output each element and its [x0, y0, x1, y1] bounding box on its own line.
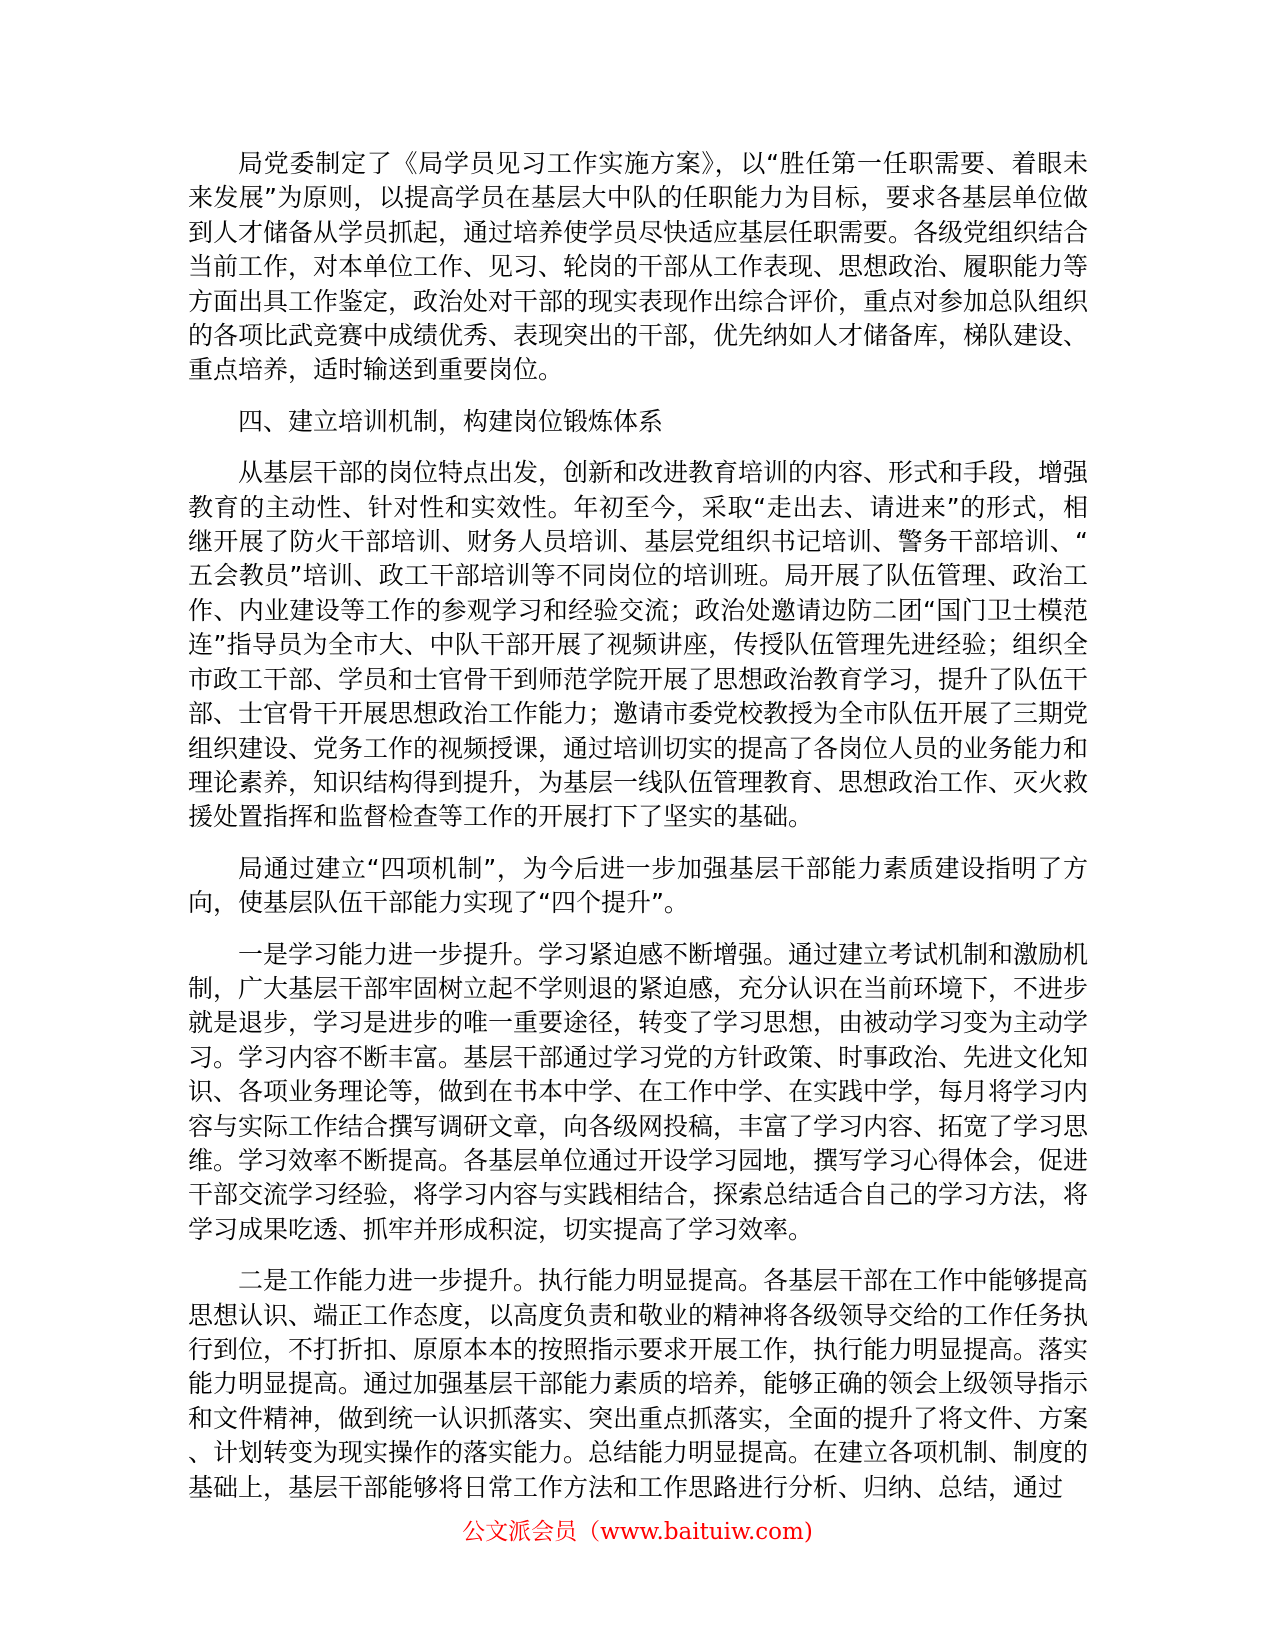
footer-url: www.baituiw.com) — [600, 1519, 813, 1545]
footer-watermark — [0, 1517, 1275, 1547]
footer-brand: 公文派会员（ — [462, 1519, 601, 1545]
paragraph-learning-ability: 一是学习能力进一步提升。学习紧迫感不断增强。通过建立考试机制和激励机制，广大基层干部牢固树立起不学则退的紧迫感，充分认识在当前环境下，不进步就是退步，学习是进步的唯一重要途径，转变了学习思想，由被动学习变为主动学习。学习内容不断丰富。基层干部通过学习党的方针政策、时事政治、先进文化知识、各项业务理论等，做到在书本中学、在工作中学、在实践中学，每月将学习内容与实际工作结合撰写调研文章，向各级网投稿，丰富了学习内容、拓宽了学习思维。学习效率不断提高。各基层单位通过开设学习园地，撰写学习心得体会，促进干部交流学习经验，将学习内容与实践相结合，探索总结适合自己的学习方法，将学习成果吃透、抓牢并形成积淀，切实提高了学习效率。 — [188, 939, 1089, 1244]
section-heading-training-mechanism: 四、建立培训机制，构建岗位锻炼体系 — [238, 406, 664, 436]
paragraph-training-details: 从基层干部的岗位特点出发，创新和改进教育培训的内容、形式和手段，增强教育的主动性、针对性和实效性。年初至今，采取“走出去、请进来”的形式，相继开展了防火干部培训、财务人员培训、基层党组织书记培训、警务干部培训、“五会教员”培训、政工干部培训等不同岗位的培训班。局开展了队伍管理、政治工作、内业建设等工作的参观学习和经验交流；政治处邀请边防二团“国门卫士模范连”指导员为全市大、中队干部开展了视频讲座，传授队伍管理先进经验；组织全市政工干部、学员和士官骨干到师范学院开展了思想政治教育学习，提升了队伍干部、士官骨干开展思想政治工作能力；邀请市委党校教授为全市队伍开展了三期党组织建设、党务工作的视频授课，通过培训切实的提高了各岗位人员的业务能力和理论素养，知识结构得到提升，为基层一线队伍管理教育、思想政治工作、灭火救援处置指挥和监督检查等工作的开展打下了坚实的基础。 — [188, 458, 1089, 832]
paragraph-trainee-plan: 局党委制定了《局学员见习工作实施方案》，以“胜任第一任职需要、着眼未来发展”为原则，以提高学员在基层大中队的任职能力为目标，要求各基层单位做到人才储备从学员抓起，通过培养使学员尽快适应基层任职需要。各级党组织结合当前工作，对本单位工作、见习、轮岗的干部从工作表现、思想政治、履职能力等方面出具工作鉴定，政治处对干部的现实表现作出综合评价，重点对参加总队组织的各项比武竞赛中成绩优秀、表现突出的干部，优先纳如人才储备库，梯队建设、重点培养，适时输送到重要岗位。 — [188, 149, 1089, 385]
paragraph-work-ability: 二是工作能力进一步提升。执行能力明显提高。各基层干部在工作中能够提高思想认识、端正工作态度，以高度负责和敬业的精神将各级领导交给的工作任务执行到位，不打折扣、原原本本的按照指示要求开展工作，执行能力明显提高。落实能力明显提高。通过加强基层干部能力素质的培养，能够正确的领会上级领导指示和文件精神，做到统一认识抓落实、突出重点抓落实，全面的提升了将文件、方案、计划转变为现实操作的落实能力。总结能力明显提高。在建立各项机制、制度的基础上，基层干部能够将日常工作方法和工作思路进行分析、归纳、总结，通过 — [188, 1266, 1089, 1502]
paragraph-four-mechanisms: 局通过建立“四项机制”，为今后进一步加强基层干部能力素质建设指明了方向，使基层队伍干部能力实现了“四个提升”。 — [188, 853, 1088, 918]
document-body — [188, 147, 1088, 1522]
